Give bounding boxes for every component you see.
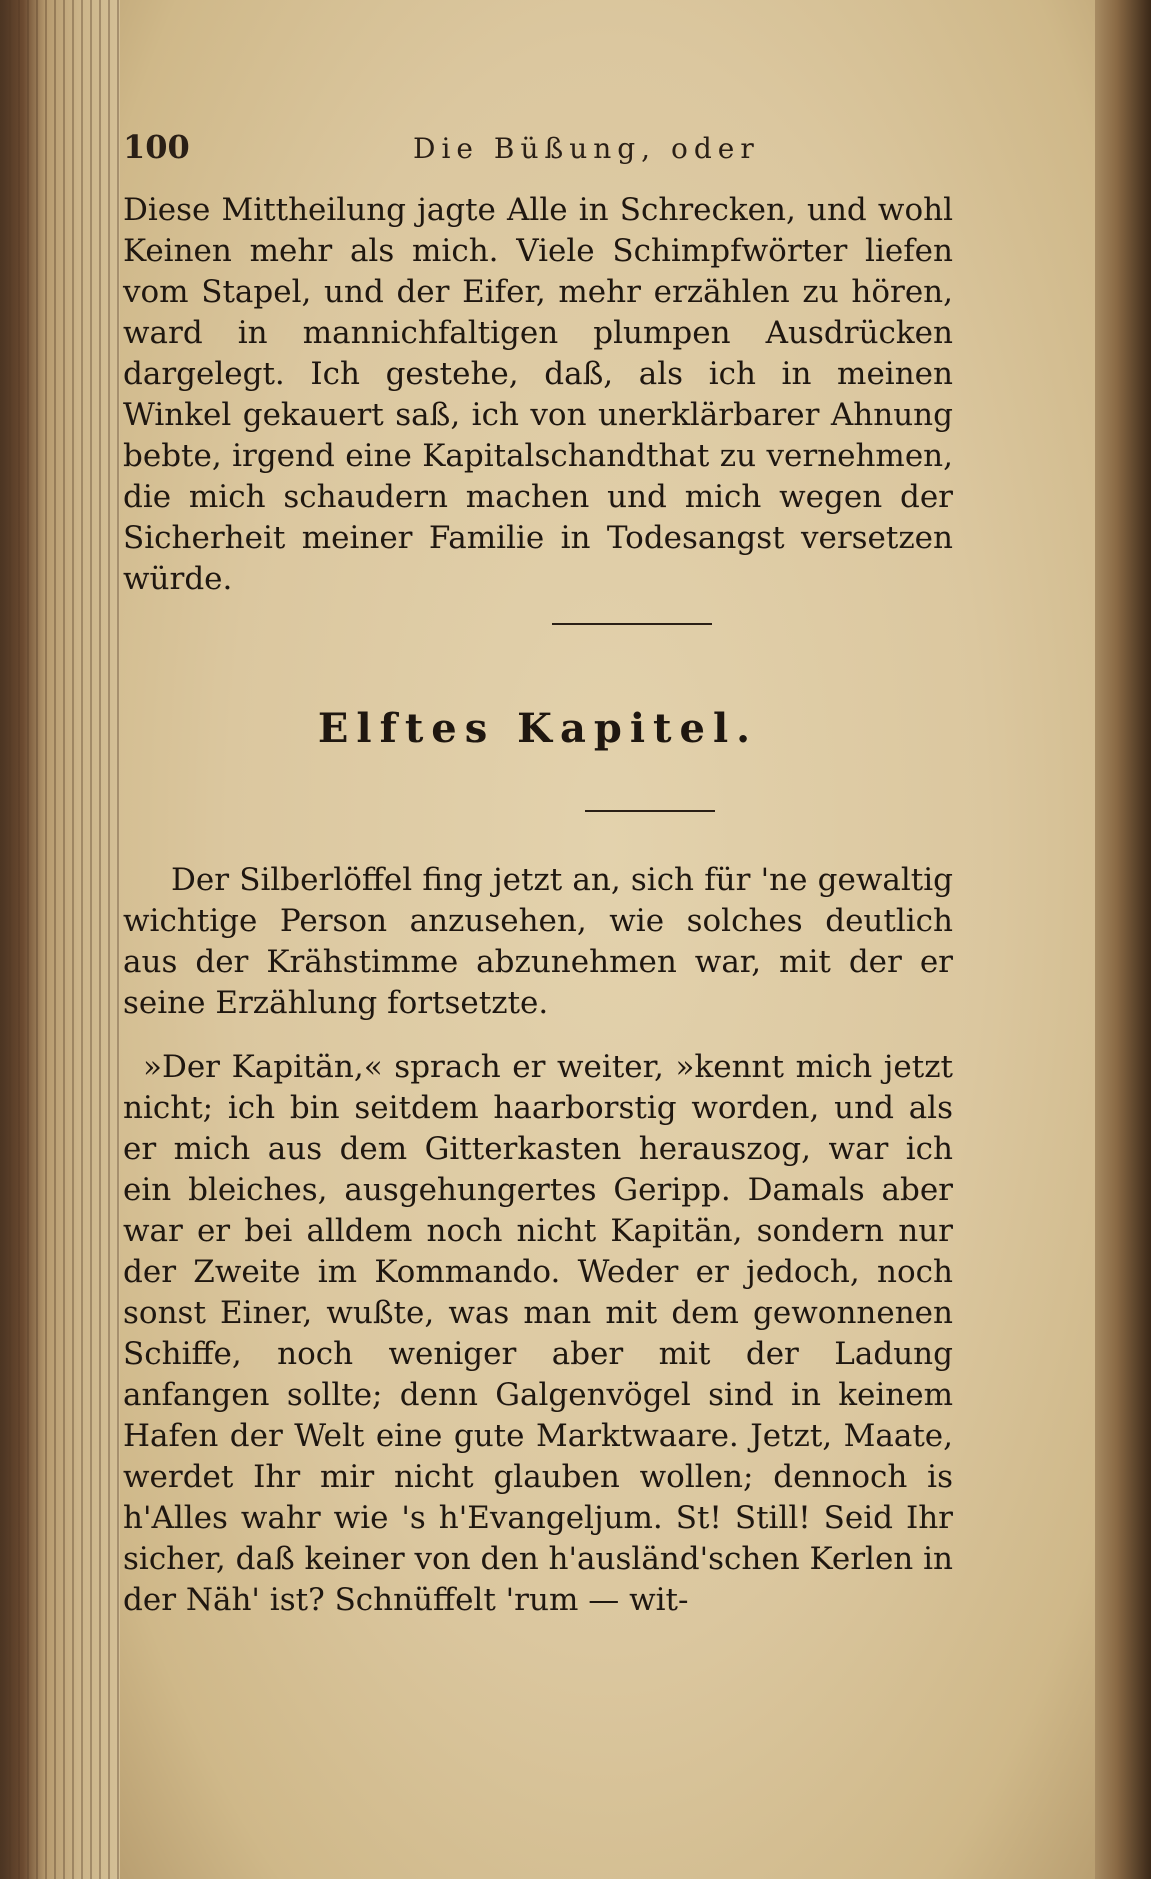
chapter-title: Elftes Kapitel. [317, 705, 759, 752]
page-edges [0, 0, 120, 1879]
page-header [123, 128, 953, 178]
page-number: 100 [123, 128, 190, 166]
section-divider-bottom [585, 810, 715, 812]
paragraph-3: »Der Kapitän,« sprach er weiter, »kennt mich jetzt nicht; ich bin seitdem haarborstig worden, und als er mich aus dem Gitterkasten herauszog, war ich ein bleiches, ausgehungertes Geripp. Damals aber war er bei alldem noch nicht Kapitän, sondern nur der Zweite im Kommando. Weder er jedoch, noch sonst Einer, wußte, was man mit dem gewonnenen Schiffe, noch weniger aber mit der Ladung anfangen sollte; denn Galgenvögel sind in keinem Hafen der Welt eine gute Marktwaare. Jetzt, Maate, werdet Ihr mir nicht glauben wollen; dennoch is h'Alles wahr wie 's h'Evangeljum. St! Still! Seid Ihr sicher, daß keiner von den h'ausländ'schen Kerlen in der Näh' ist? Schnüffelt 'rum — wit- [123, 1049, 953, 1618]
paragraph-1: Diese Mittheilung jagte Alle in Schrecken, und wohl Keinen mehr als mich. Viele Schimpfwörter liefen vom Stapel, und der Eifer, mehr erzählen zu hören, ward in mannichfaltigen plumpen Ausdrücken dargelegt. Ich gestehe, daß, als ich in meinen Winkel gekauert saß, ich von unerklärbarer Ahnung bebte, irgend eine Kapitalschandthat zu vernehmen, die mich schaudern machen und mich wegen der Sicherheit meiner Familie in Todesangst versetzen würde. [123, 192, 953, 597]
paragraph-2: Der Silberlöffel fing jetzt an, sich für 'ne gewaltig wichtige Person anzusehen, wie solches deutlich aus der Krähstimme abzunehmen war, mit der er seine Erzählung fortsetzte. [123, 862, 953, 1021]
section-divider-top [552, 623, 712, 625]
running-head: Die Büßung, oder [413, 132, 760, 165]
